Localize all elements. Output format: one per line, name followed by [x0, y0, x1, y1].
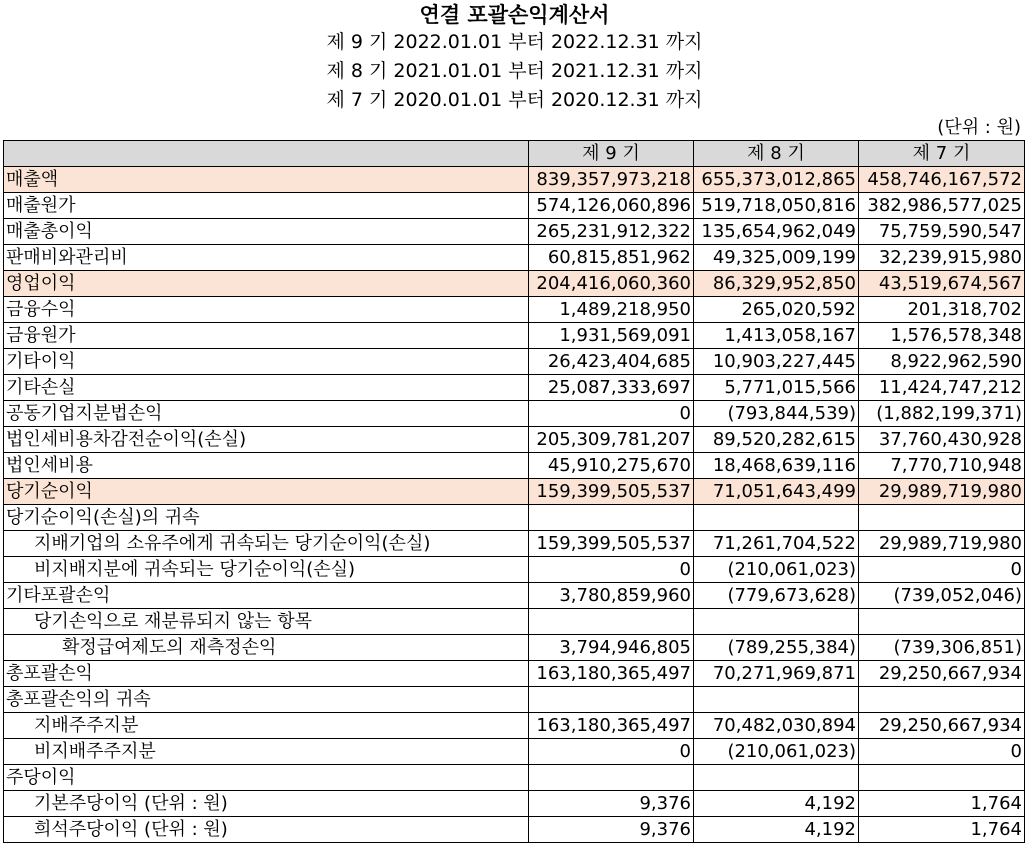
table-row: [4, 765, 1025, 791]
value-period-9: [529, 687, 694, 713]
value-period-9: 163,180,365,497: [529, 713, 694, 739]
value-period-9: 159,399,505,537: [529, 479, 694, 505]
table-row: [4, 349, 1025, 375]
statement-title: 연결 포괄손익계산서: [419, 3, 610, 27]
value-period-9: 163,180,365,497: [529, 661, 694, 687]
value-period-7: [859, 765, 1025, 791]
value-period-9: 265,231,912,322: [529, 219, 694, 245]
row-label: 영업이익: [4, 271, 529, 297]
value-period-7: (1,882,199,371): [859, 401, 1025, 427]
row-label: 당기순이익: [4, 479, 529, 505]
row-label: 매출원가: [4, 193, 529, 219]
table-row: [4, 557, 1025, 583]
row-label: 비지배지분에 귀속되는 당기순이익(손실): [4, 557, 529, 583]
row-label: 기타이익: [4, 349, 529, 375]
table-row: [4, 817, 1025, 843]
row-label: 당기손익으로 재분류되지 않는 항목: [4, 609, 529, 635]
value-period-8: (779,673,628): [694, 583, 859, 609]
table-row: [4, 167, 1025, 193]
row-label: 기타포괄손익: [4, 583, 529, 609]
value-period-7: 29,250,667,934: [859, 661, 1025, 687]
value-period-8: [694, 505, 859, 531]
value-period-7: 1,764: [859, 791, 1025, 817]
value-period-9: 9,376: [529, 791, 694, 817]
row-label: 매출액: [4, 167, 529, 193]
value-period-8: [694, 609, 859, 635]
header-blank: [4, 141, 529, 167]
value-period-8: 70,271,969,871: [694, 661, 859, 687]
value-period-7: 37,760,430,928: [859, 427, 1025, 453]
period-line-9: 제 9 기 2022.01.01 부터 2022.12.31 까지: [326, 31, 703, 53]
row-label: 확정급여제도의 재측정손익: [4, 635, 529, 661]
row-label: 매출총이익: [4, 219, 529, 245]
table-row: [4, 791, 1025, 817]
table-row: [4, 739, 1025, 765]
period-line-7: 제 7 기 2020.01.01 부터 2020.12.31 까지: [326, 89, 703, 111]
value-period-8: [694, 765, 859, 791]
value-period-8: (210,061,023): [694, 739, 859, 765]
row-label: 비지배주주지분: [4, 739, 529, 765]
value-period-9: 0: [529, 557, 694, 583]
row-label: 총포괄손익의 귀속: [4, 687, 529, 713]
table-row: [4, 271, 1025, 297]
value-period-8: 655,373,012,865: [694, 167, 859, 193]
value-period-7: [859, 609, 1025, 635]
table-row: [4, 375, 1025, 401]
value-period-7: 0: [859, 557, 1025, 583]
value-period-8: 135,654,962,049: [694, 219, 859, 245]
row-label: 지배주주지분: [4, 713, 529, 739]
value-period-9: 204,416,060,360: [529, 271, 694, 297]
table-row: [4, 323, 1025, 349]
value-period-9: 1,489,218,950: [529, 297, 694, 323]
table-row: [4, 531, 1025, 557]
value-period-9: 839,357,973,218: [529, 167, 694, 193]
table-row: [4, 453, 1025, 479]
table-row: [4, 713, 1025, 739]
row-label: 금융수익: [4, 297, 529, 323]
value-period-7: 29,989,719,980: [859, 479, 1025, 505]
value-period-8: 71,051,643,499: [694, 479, 859, 505]
table-row: [4, 219, 1025, 245]
header-period-8: 제 8 기: [694, 141, 859, 167]
value-period-8: (210,061,023): [694, 557, 859, 583]
value-period-9: 45,910,275,670: [529, 453, 694, 479]
value-period-9: 3,794,946,805: [529, 635, 694, 661]
period-line-8: 제 8 기 2021.01.01 부터 2021.12.31 까지: [326, 60, 703, 82]
value-period-9: 0: [529, 401, 694, 427]
value-period-7: 382,986,577,025: [859, 193, 1025, 219]
table-row: [4, 297, 1025, 323]
value-period-9: 1,931,569,091: [529, 323, 694, 349]
value-period-7: 1,764: [859, 817, 1025, 843]
table-row: [4, 635, 1025, 661]
value-period-7: 11,424,747,212: [859, 375, 1025, 401]
table-row: [4, 687, 1025, 713]
table-row: [4, 609, 1025, 635]
header-period-9: 제 9 기: [529, 141, 694, 167]
value-period-8: 89,520,282,615: [694, 427, 859, 453]
value-period-9: [529, 765, 694, 791]
row-label: 법인세비용: [4, 453, 529, 479]
value-period-7: 32,239,915,980: [859, 245, 1025, 271]
row-label: 당기순이익(손실)의 귀속: [4, 505, 529, 531]
table-row: [4, 245, 1025, 271]
income-statement-table: [3, 140, 1025, 843]
value-period-9: 3,780,859,960: [529, 583, 694, 609]
value-period-8: 519,718,050,816: [694, 193, 859, 219]
value-period-7: 75,759,590,547: [859, 219, 1025, 245]
table-row: [4, 479, 1025, 505]
table-header-row: [4, 141, 1025, 167]
unit-label: (단위 : 원): [937, 117, 1021, 138]
row-label: 총포괄손익: [4, 661, 529, 687]
value-period-9: 26,423,404,685: [529, 349, 694, 375]
value-period-7: 201,318,702: [859, 297, 1025, 323]
value-period-7: 8,922,962,590: [859, 349, 1025, 375]
value-period-9: 0: [529, 739, 694, 765]
row-label: 기타손실: [4, 375, 529, 401]
value-period-7: [859, 687, 1025, 713]
value-period-7: (739,052,046): [859, 583, 1025, 609]
value-period-9: 60,815,851,962: [529, 245, 694, 271]
value-period-8: [694, 687, 859, 713]
value-period-7: (739,306,851): [859, 635, 1025, 661]
value-period-9: [529, 609, 694, 635]
value-period-8: 71,261,704,522: [694, 531, 859, 557]
table-row: [4, 583, 1025, 609]
value-period-8: (793,844,539): [694, 401, 859, 427]
value-period-9: 205,309,781,207: [529, 427, 694, 453]
value-period-8: 49,325,009,199: [694, 245, 859, 271]
table-row: [4, 401, 1025, 427]
row-label: 판매비와관리비: [4, 245, 529, 271]
value-period-9: 574,126,060,896: [529, 193, 694, 219]
value-period-8: 86,329,952,850: [694, 271, 859, 297]
value-period-8: 10,903,227,445: [694, 349, 859, 375]
value-period-7: 1,576,578,348: [859, 323, 1025, 349]
value-period-8: (789,255,384): [694, 635, 859, 661]
value-period-8: 70,482,030,894: [694, 713, 859, 739]
value-period-8: 4,192: [694, 791, 859, 817]
value-period-9: 25,087,333,697: [529, 375, 694, 401]
row-label: 지배기업의 소유주에게 귀속되는 당기순이익(손실): [4, 531, 529, 557]
table-row: [4, 427, 1025, 453]
row-label: 희석주당이익 (단위 : 원): [4, 817, 529, 843]
value-period-9: [529, 505, 694, 531]
value-period-9: 9,376: [529, 817, 694, 843]
value-period-7: 0: [859, 739, 1025, 765]
value-period-8: 4,192: [694, 817, 859, 843]
table-row: [4, 505, 1025, 531]
value-period-7: 7,770,710,948: [859, 453, 1025, 479]
row-label: 법인세비용차감전순이익(손실): [4, 427, 529, 453]
value-period-9: 159,399,505,537: [529, 531, 694, 557]
value-period-7: 458,746,167,572: [859, 167, 1025, 193]
header-period-7: 제 7 기: [859, 141, 1025, 167]
row-label: 기본주당이익 (단위 : 원): [4, 791, 529, 817]
row-label: 금융원가: [4, 323, 529, 349]
value-period-8: 5,771,015,566: [694, 375, 859, 401]
value-period-8: 18,468,639,116: [694, 453, 859, 479]
value-period-8: 265,020,592: [694, 297, 859, 323]
value-period-8: 1,413,058,167: [694, 323, 859, 349]
value-period-7: 43,519,674,567: [859, 271, 1025, 297]
value-period-7: 29,250,667,934: [859, 713, 1025, 739]
table-row: [4, 661, 1025, 687]
value-period-7: [859, 505, 1025, 531]
row-label: 공동기업지분법손익: [4, 401, 529, 427]
value-period-7: 29,989,719,980: [859, 531, 1025, 557]
table-row: [4, 193, 1025, 219]
row-label: 주당이익: [4, 765, 529, 791]
